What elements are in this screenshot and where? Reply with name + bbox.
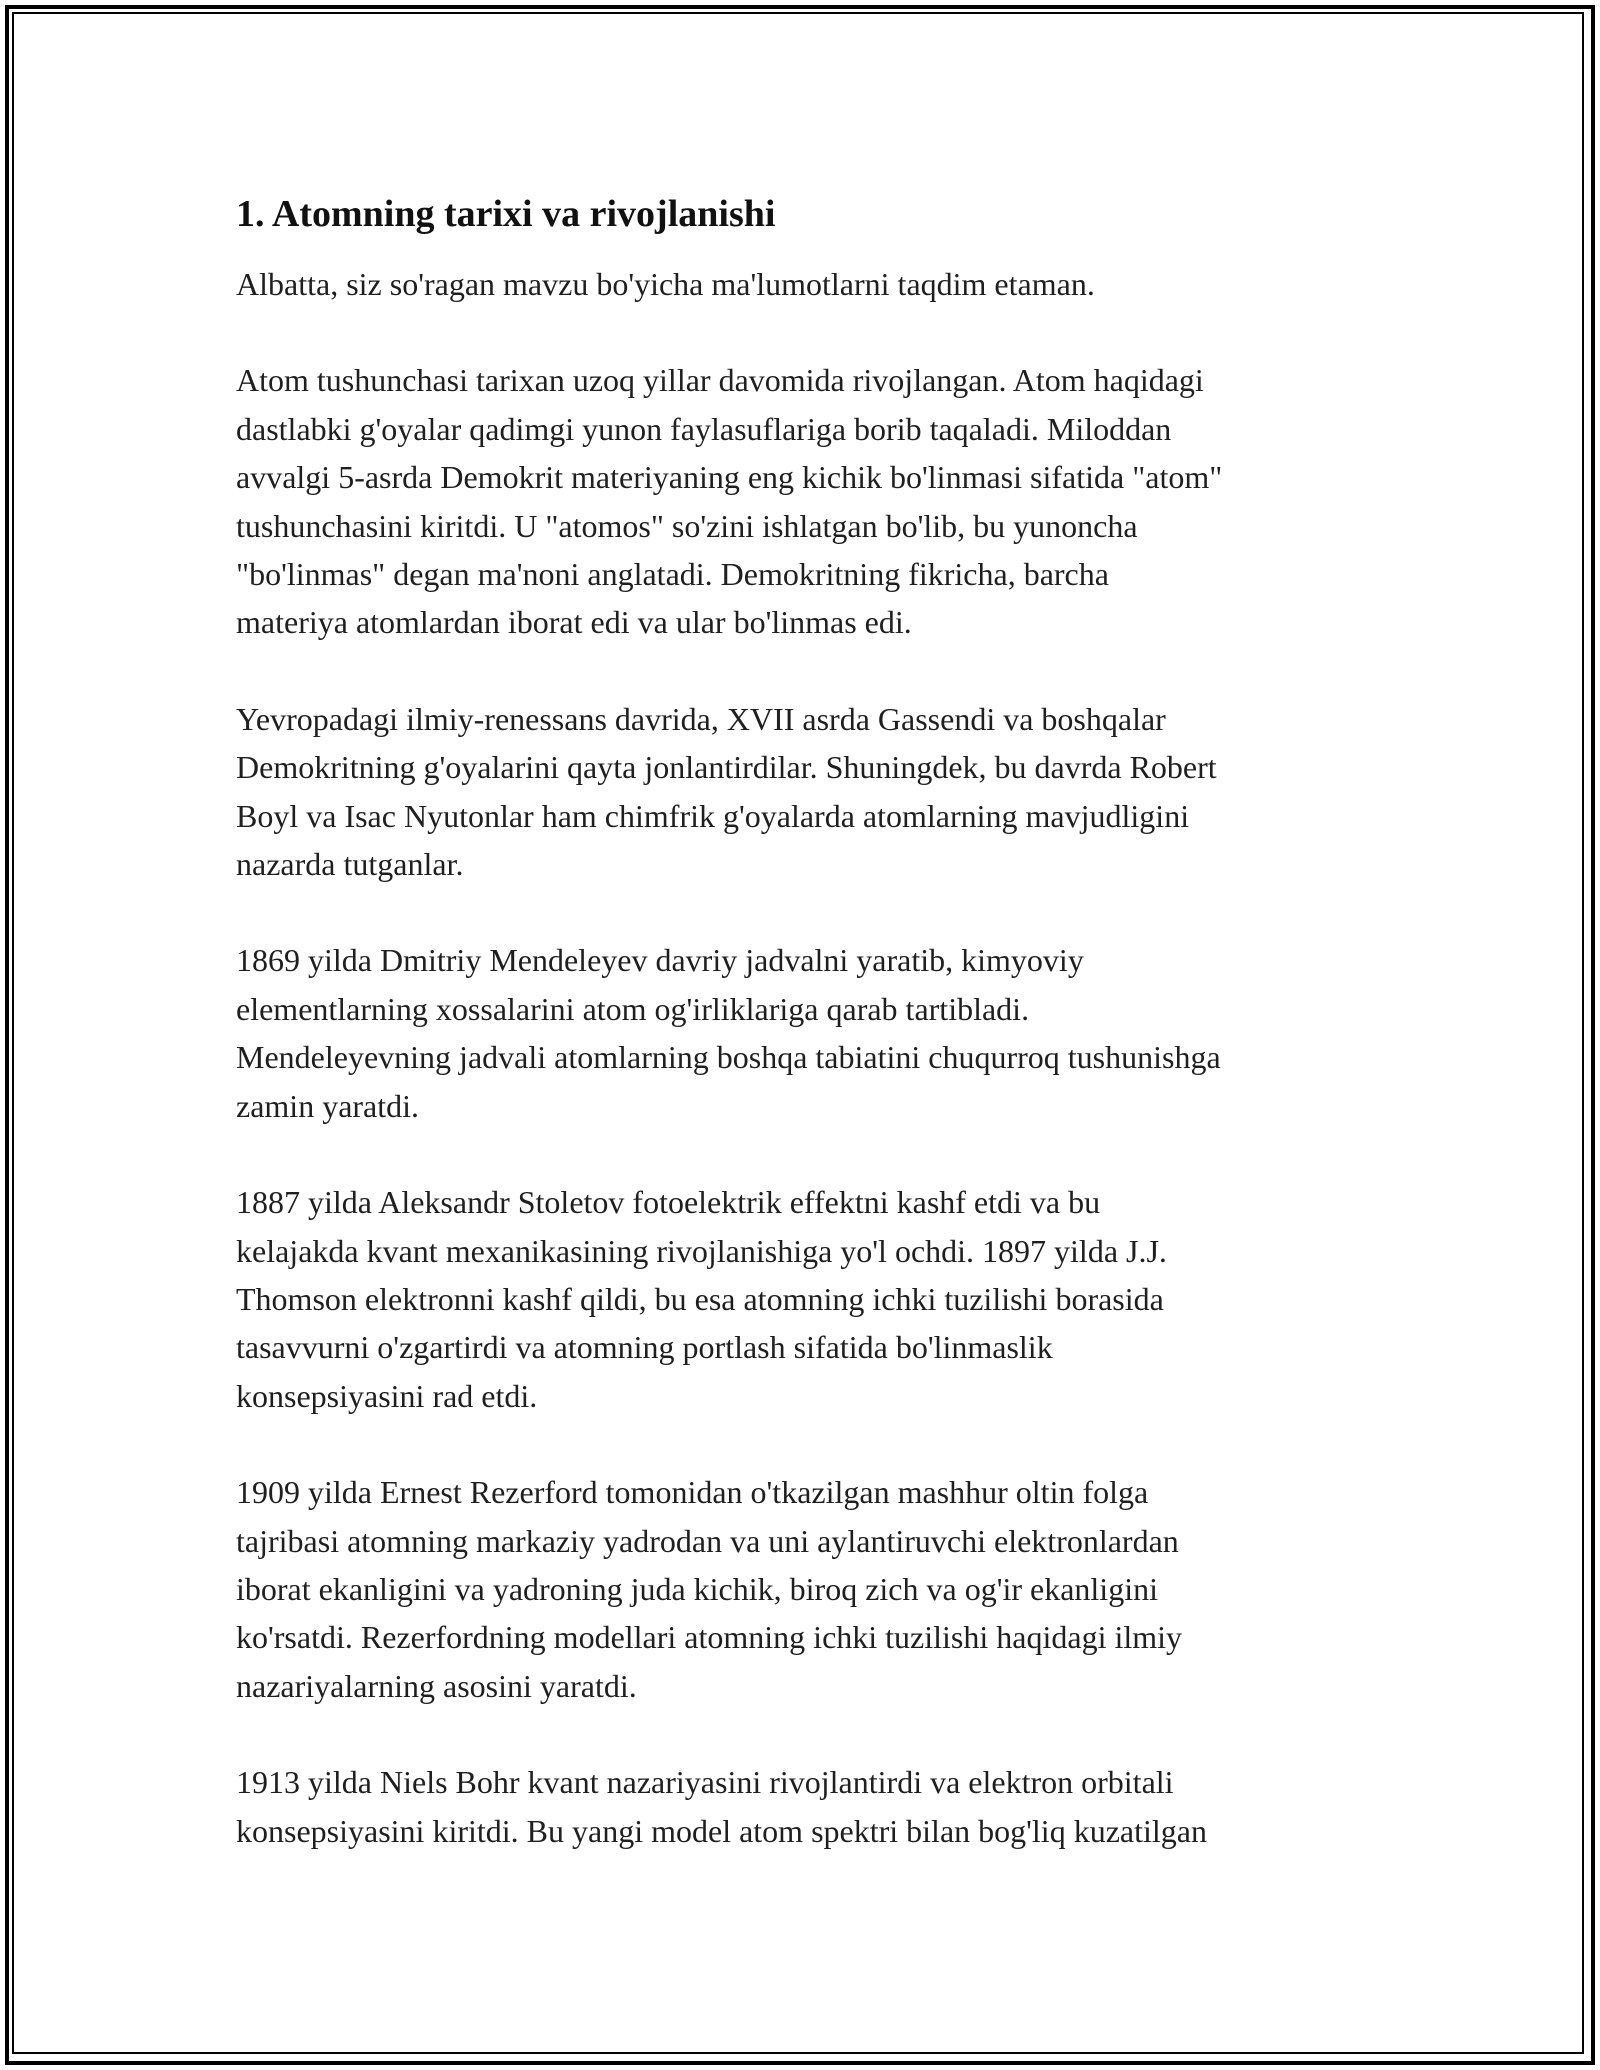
document-body	[236, 188, 1376, 1903]
paragraph-bohr	[236, 1758, 1376, 1855]
text-line: iborat ekanligini va yadroning juda kichik, biroq zich va og'ir ekanligini	[236, 1570, 1158, 1607]
paragraph-rutherford	[236, 1468, 1376, 1710]
text-line: Albatta, siz so'ragan mavzu bo'yicha ma'lumotlarni taqdim etaman.	[236, 266, 1095, 302]
text-line: zamin yaratdi.	[236, 1087, 420, 1124]
section-heading: 1. Atomning tarixi va rivojlanishi	[236, 193, 776, 235]
text-line: avvalgi 5-asrda Demokrit materiyaning eng kichik bo'linmasi sifatida "atom"	[236, 459, 1223, 496]
text-line: dastlabki g'oyalar qadimgi yunon faylasuflariga borib taqaladi. Miloddan	[236, 410, 1172, 447]
paragraph-stoletov-thomson	[236, 1178, 1376, 1420]
text-line: Mendeleyevning jadvali atomlarning boshqa tabiatini chuqurroq tushunishga	[236, 1039, 1221, 1076]
paragraph-renaissance	[236, 695, 1376, 889]
text-line: konsepsiyasini kiritdi. Bu yangi model atom spektri bilan bog'liq kuzatilgan	[236, 1812, 1207, 1849]
text-line: 1887 yilda Aleksandr Stoletov fotoelektrik effektni kashf etdi va bu	[236, 1184, 1101, 1221]
text-line: elementlarning xossalarini atom og'irliklariga qarab tartibladi.	[236, 990, 1030, 1027]
text-line: 1869 yilda Dmitriy Mendeleyev davriy jadvalni yaratib, kimyoviy	[236, 942, 1084, 979]
text-line: ko'rsatdi. Rezerfordning modellari atomning ichki tuzilishi haqidagi ilmiy	[236, 1619, 1183, 1656]
text-line: konsepsiyasini rad etdi.	[236, 1377, 538, 1414]
text-line: tajribasi atomning markaziy yadrodan va uni aylantiruvchi elektronlardan	[236, 1522, 1179, 1559]
paragraph-intro	[236, 260, 1376, 308]
text-line: "bo'linmas" degan ma'noni anglatadi. Demokritning fikricha, barcha	[236, 556, 1109, 593]
text-line: Demokritning g'oyalarini qayta jonlantirdilar. Shuningdek, bu davrda Robert	[236, 749, 1217, 786]
text-line: tushunchasini kiritdi. U "atomos" so'zini ishlatgan bo'lib, bu yunoncha	[236, 507, 1138, 544]
text-line: nazariyalarning asosini yaratdi.	[236, 1667, 637, 1704]
paragraph-democritus	[236, 356, 1376, 646]
text-line: Yevropadagi ilmiy-renessans davrida, XVII asrda Gassendi va boshqalar	[236, 700, 1166, 737]
text-line: Thomson elektronni kashf qildi, bu esa atomning ichki tuzilishi borasida	[236, 1280, 1164, 1317]
text-line: kelajakda kvant mexanikasining rivojlanishiga yo'l ochdi. 1897 yilda J.J.	[236, 1232, 1167, 1269]
text-line: 1909 yilda Ernest Rezerford tomonidan o'tkazilgan mashhur oltin folga	[236, 1474, 1149, 1511]
text-line: Atom tushunchasi tarixan uzoq yillar davomida rivojlangan. Atom haqidagi	[236, 362, 1204, 399]
text-line: materiya atomlardan iborat edi va ular bo'linmas edi.	[236, 604, 912, 641]
text-line: 1913 yilda Niels Bohr kvant nazariyasini rivojlantirdi va elektron orbitali	[236, 1764, 1174, 1801]
text-line: Boyl va Isac Nyutonlar ham chimfrik g'oyalarda atomlarning mavjudligini	[236, 797, 1190, 834]
paragraph-mendeleev	[236, 936, 1376, 1130]
text-line: tasavvurni o'zgartirdi va atomning portlash sifatida bo'linmaslik	[236, 1329, 1053, 1366]
text-line: nazarda tutganlar.	[236, 846, 464, 883]
